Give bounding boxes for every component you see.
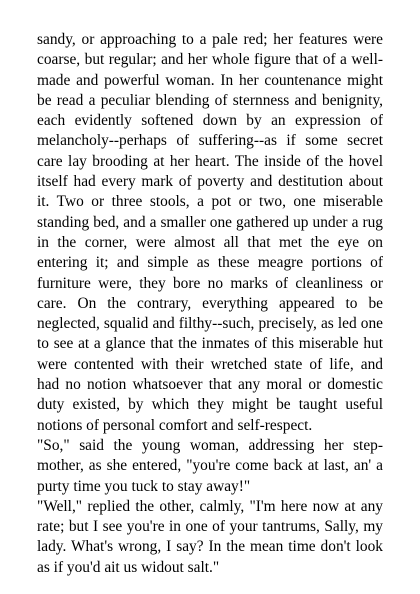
paragraph-hovel-description: sandy, or approaching to a pale red; her features were coarse, but regular; and her whole figure that of a well-made and powerful woman. In her countenance might be read a peculiar blending of sternness and benignity, each evidently softened down by an expression of melancholy--perhaps of suffering--as if some secret care lay brooding at her heart. The inside of the hovel itself had every mark of poverty and destitution about it. Two or three stools, a pot or two, one miserable standing bed, and a smaller one gathered up under a rug in the corner, were almost all that met the eye on entering it; and simple as these meagre portions of furniture were, they bore no marks of cleanliness or care. On the contrary, everything appeared to be neglected, squalid and filthy--such, precisely, as led one to see at a glance that the inmates of this miserable hut were contented with their wretched state of life, and had no notion whatsoever that any moral or domestic duty existed, by which they might be taught useful notions of personal comfort and self-respect. xyxy=(37,31,383,434)
paragraph-stepmother-reply: "Well," replied the other, calmly, "I'm here now at any rate; but I see you're in one of your tantrums, Sally, my lady. What's wrong, I say? In the mean time don't look as if you'd ait us widout salt." xyxy=(37,497,383,576)
paragraph-young-woman-speech: "So," said the young woman, addressing her step-mother, as she entered, "you're come back at last, an' a purty time you tuck to stay away!" xyxy=(37,436,383,495)
page-text-block xyxy=(37,30,383,578)
